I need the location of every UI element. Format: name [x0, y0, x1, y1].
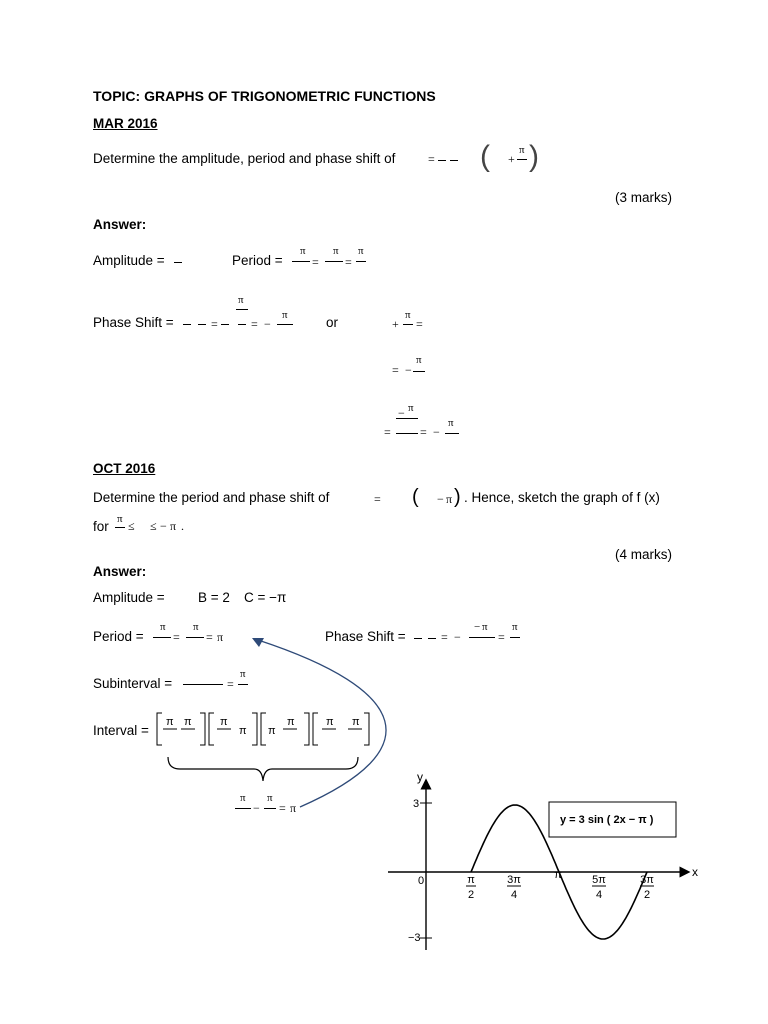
- q2-b-value: B = 2: [198, 590, 230, 605]
- tick-label: 2: [643, 889, 651, 901]
- q1-period-label: Period =: [232, 253, 283, 268]
- q1-amplitude-label: Amplitude =: [93, 253, 165, 268]
- q2-phase-label: Phase Shift =: [325, 629, 406, 644]
- tick-label: 2: [467, 889, 475, 901]
- q1-question: Determine the amplitude, period and phase shift of: [93, 151, 396, 166]
- x-axis-label: x: [692, 865, 698, 879]
- origin-label: 0: [418, 875, 425, 887]
- interval-term-pi: π: [326, 716, 334, 728]
- tick-label: π: [554, 869, 562, 881]
- q1-or: or: [326, 315, 339, 330]
- q2-c-value: C = −π: [244, 590, 287, 605]
- q2-subinterval-label: Subinterval =: [93, 676, 173, 691]
- tick-label: π: [467, 874, 475, 886]
- q2-heading: OCT 2016: [93, 461, 156, 476]
- q1-marks: (3 marks): [615, 190, 672, 205]
- q2-question-tail: . Hence, sketch the graph of f (x): [464, 490, 660, 505]
- tick-label: 3π: [640, 874, 654, 886]
- y-max-label: 3: [413, 798, 420, 810]
- q2-amplitude-label: Amplitude =: [93, 590, 165, 605]
- graph-legend-text: y = 3 sin ( 2x − π ): [560, 814, 654, 826]
- q1-amplitude-fraction: [174, 262, 182, 263]
- q1-answer-label: Answer:: [93, 217, 147, 232]
- q2-for-label: for: [93, 519, 109, 534]
- sine-graph: [380, 770, 700, 960]
- interval-term-pi: π: [352, 716, 360, 728]
- q1-heading: MAR 2016: [93, 116, 158, 131]
- tick-label: 4: [510, 889, 518, 901]
- q2-answer-label: Answer:: [93, 564, 147, 579]
- interval-term-pi: π: [287, 716, 295, 728]
- q1-phase-label: Phase Shift =: [93, 315, 174, 330]
- tick-label: 5π: [592, 874, 606, 886]
- q2-question: Determine the period and phase shift of: [93, 490, 330, 505]
- q2-period-label: Period =: [93, 629, 144, 644]
- tick-label: 3π: [507, 874, 521, 886]
- y-min-label: −3: [408, 932, 421, 944]
- q2-interval-label: Interval =: [93, 723, 149, 738]
- interval-term-pi: π: [184, 716, 192, 728]
- y-axis-label: y: [417, 770, 423, 784]
- interval-term-pi: π: [220, 716, 228, 728]
- interval-term-pi: π: [239, 725, 247, 737]
- q2-marks: (4 marks): [615, 547, 672, 562]
- interval-term-pi: π: [166, 716, 174, 728]
- interval-term-pi: π: [268, 725, 276, 737]
- tick-label: 4: [595, 889, 603, 901]
- page-title: TOPIC: GRAPHS OF TRIGONOMETRIC FUNCTIONS: [93, 88, 436, 104]
